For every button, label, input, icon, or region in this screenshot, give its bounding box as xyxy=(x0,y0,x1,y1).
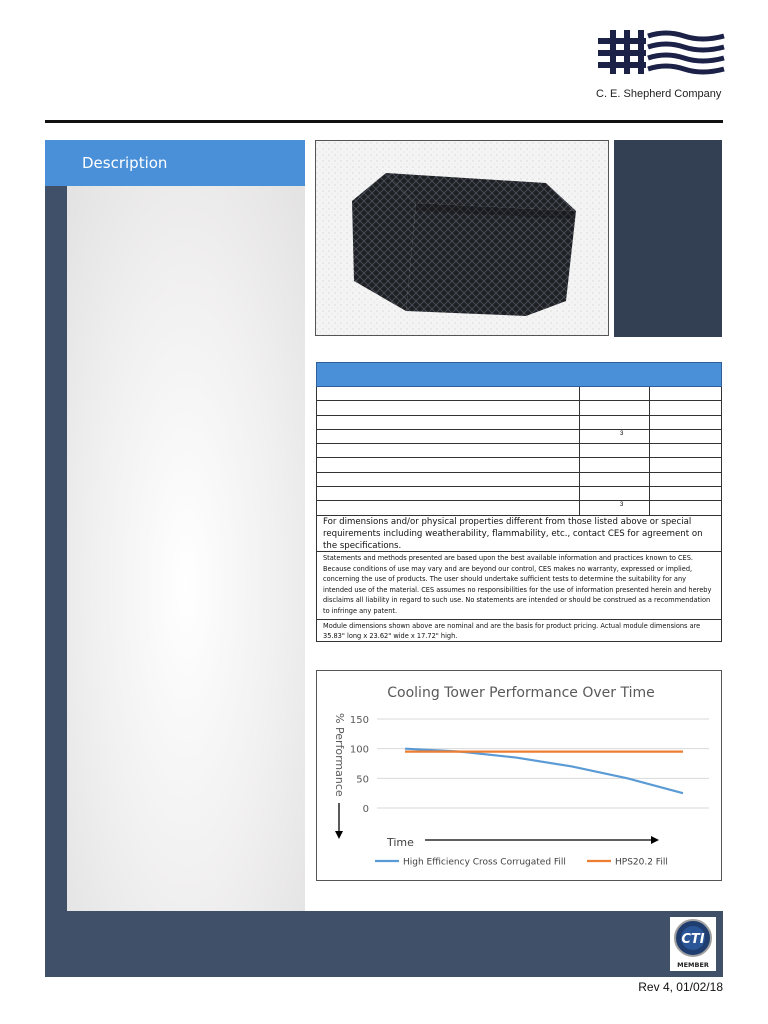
superscript: 3 xyxy=(620,502,624,509)
table-row xyxy=(316,401,722,415)
description-panel xyxy=(67,186,305,911)
y-tick-label: 0 xyxy=(362,804,369,815)
y-axis-label: % Performance xyxy=(333,713,346,797)
table-row xyxy=(316,501,722,515)
disclaimer-note: Statements and methods presented are based upon the best available information and practices known to CES. Because conditions of use may vary and are beyond our control, CES makes no warranty, expressed or implied, concerning the use of products. The user should undertake sufficient tests to determine the suitability for any intended use of the material. CES assumes no responsibilities for the use of information presented herein and hereby disclaims all liability in regard to such use. No statements are intended or should be construed as a recommendation to infringe any patent. xyxy=(316,552,722,620)
table-row xyxy=(316,416,722,430)
table-row xyxy=(316,458,722,472)
sidebar-accent xyxy=(45,140,67,911)
x-axis-label: Time xyxy=(387,836,414,849)
info-box xyxy=(614,140,722,337)
cti-badge-text: CTI xyxy=(681,932,705,947)
footer-bar xyxy=(45,911,723,977)
y-tick-label: 100 xyxy=(349,744,369,756)
module-dimensions-note: Module dimensions shown above are nominal and are the basis for product pricing. Actual module dimensions are 35.83" long x 23.62" wide x 17.72" high. xyxy=(316,620,722,642)
description-title: Description xyxy=(82,154,168,172)
custom-requirements-note: For dimensions and/or physical properties different from those listed above or special requirements including weatherability, flammability, etc., contact CES for agreement on the specifications. xyxy=(316,515,722,552)
legend-label-2: HPS20.2 Fill xyxy=(615,857,668,868)
chart-title: Cooling Tower Performance Over Time xyxy=(387,685,655,701)
member-badge-text: MEMBER xyxy=(677,961,709,969)
performance-chart xyxy=(316,670,722,881)
table-row xyxy=(316,473,722,487)
table-row xyxy=(316,444,722,458)
company-name: C. E. Shepherd Company xyxy=(596,88,722,100)
spec-table xyxy=(316,387,722,516)
revision-label: Rev 4, 01/02/18 xyxy=(638,980,723,994)
table-row xyxy=(316,387,722,401)
ces-logo-icon xyxy=(596,28,726,90)
cti-member-badge-icon xyxy=(670,917,716,971)
y-axis-arrowhead xyxy=(335,831,343,839)
spec-table-header xyxy=(316,362,722,387)
table-row xyxy=(316,430,722,444)
legend-label-1: High Efficiency Cross Corrugated Fill xyxy=(403,857,566,868)
x-axis-arrowhead xyxy=(651,836,659,844)
superscript: 3 xyxy=(620,430,624,437)
series-line-1 xyxy=(405,749,683,794)
product-photo xyxy=(315,140,609,336)
y-tick-label: 150 xyxy=(349,715,369,726)
header-divider xyxy=(45,120,723,123)
table-row xyxy=(316,487,722,501)
y-tick-label: 50 xyxy=(356,774,369,786)
